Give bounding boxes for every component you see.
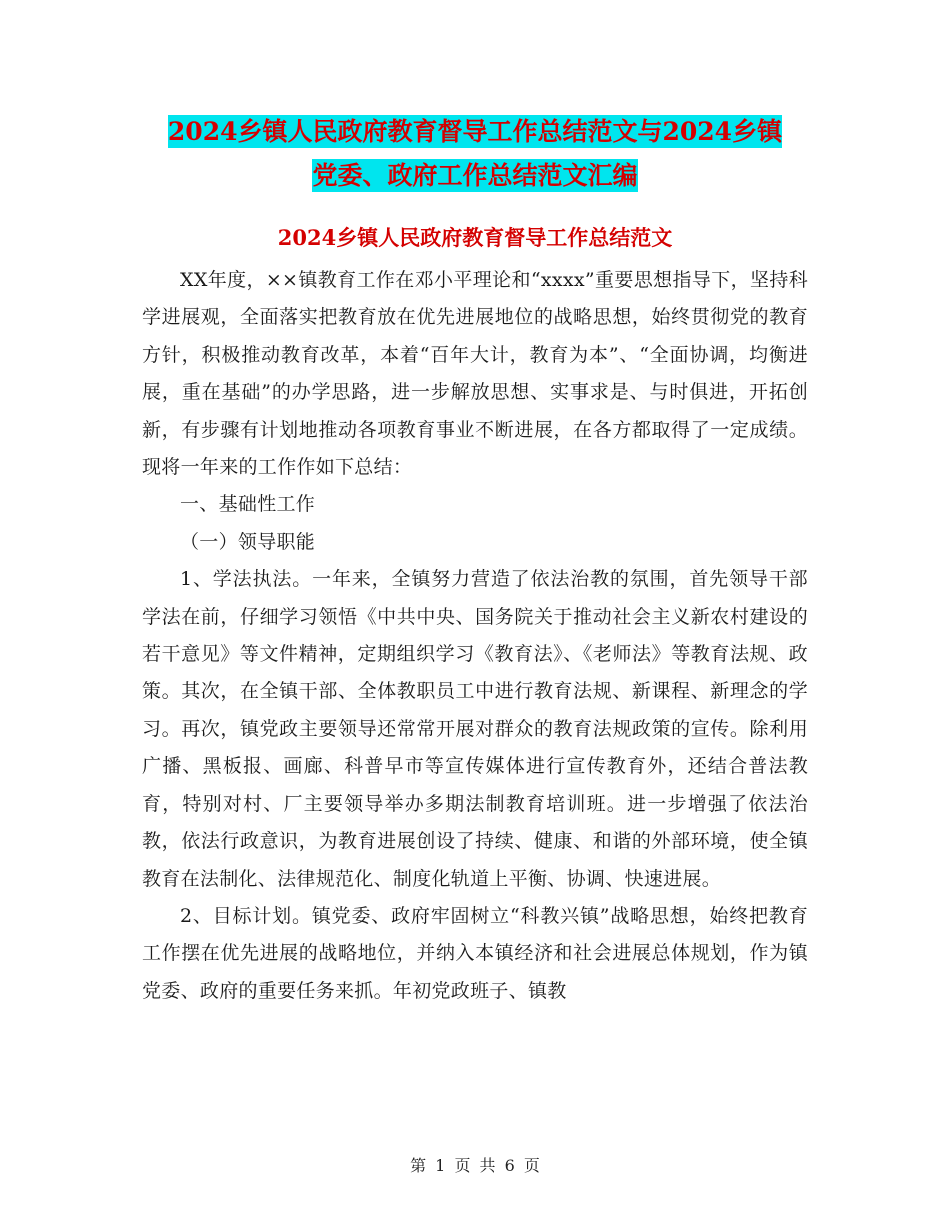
paragraph-target-plan: 2、目标计划。镇党委、政府牢固树立“科教兴镇”战略思想，始终把教育工作摆在优先进展的战略地位，并纳入本镇经济和社会进展总体规划，作为镇党委、政府的重要任务来抓。年初党政班子、镇教 bbox=[142, 904, 808, 1002]
document-title-line-1: 2024乡镇人民政府教育督导工作总结范文与2024乡镇 bbox=[167, 117, 783, 146]
heading-leadership: （一）领导职能 bbox=[180, 530, 316, 553]
document-title bbox=[140, 110, 810, 198]
page-footer: 第 1 页 共 6 页 bbox=[410, 1156, 540, 1175]
heading-basic-work: 一、基础性工作 bbox=[180, 493, 316, 516]
document-body bbox=[142, 262, 808, 1010]
section-title: 2024乡镇人民政府教育督导工作总结范文 bbox=[277, 225, 673, 250]
paragraph-intro: XX年度，××镇教育工作在邓小平理论和“xxxx”重要思想指导下，坚持科学进展观，全面落实把教育放在优先进展地位的战略思想，始终贯彻党的教育方针，积极推动教育改革，本着“百年大计，教育为本”、“全面协调，均衡进展，重在基础”的办学思路，进一步解放思想、实事求是、与时俱进，开拓创新，有步骤有计划地推动各项教育事业不断进展，在各方都取得了一定成绩。现将一年来的工作作如下总结： bbox=[142, 269, 808, 479]
paragraph-law-study: 1、学法执法。一年来，全镇努力营造了依法治教的氛围，首先领导干部学法在前，仔细学习领悟《中共中央、国务院关于推动社会主义新农村建设的若干意见》等文件精神，定期组织学习《教育法》、《老师法》等教育法规、政策。其次，在全镇干部、全体教职员工中进行教育法规、新课程、新理念的学习。再次，镇党政主要领导还常常开展对群众的教育法规政策的宣传。除利用广播、黑板报、画廊、科普早市等宣传媒体进行宣传教育外，还结合普法教育，特别对村、厂主要领导举办多期法制教育培训班。进一步增强了依法治教，依法行政意识，为教育进展创设了持续、健康、和谐的外部环境，使全镇教育在法制化、法律规范化、制度化轨道上平衡、协调、快速进展。 bbox=[142, 568, 808, 890]
document-title-line-2: 党委、政府工作总结范文汇编 bbox=[312, 161, 638, 190]
